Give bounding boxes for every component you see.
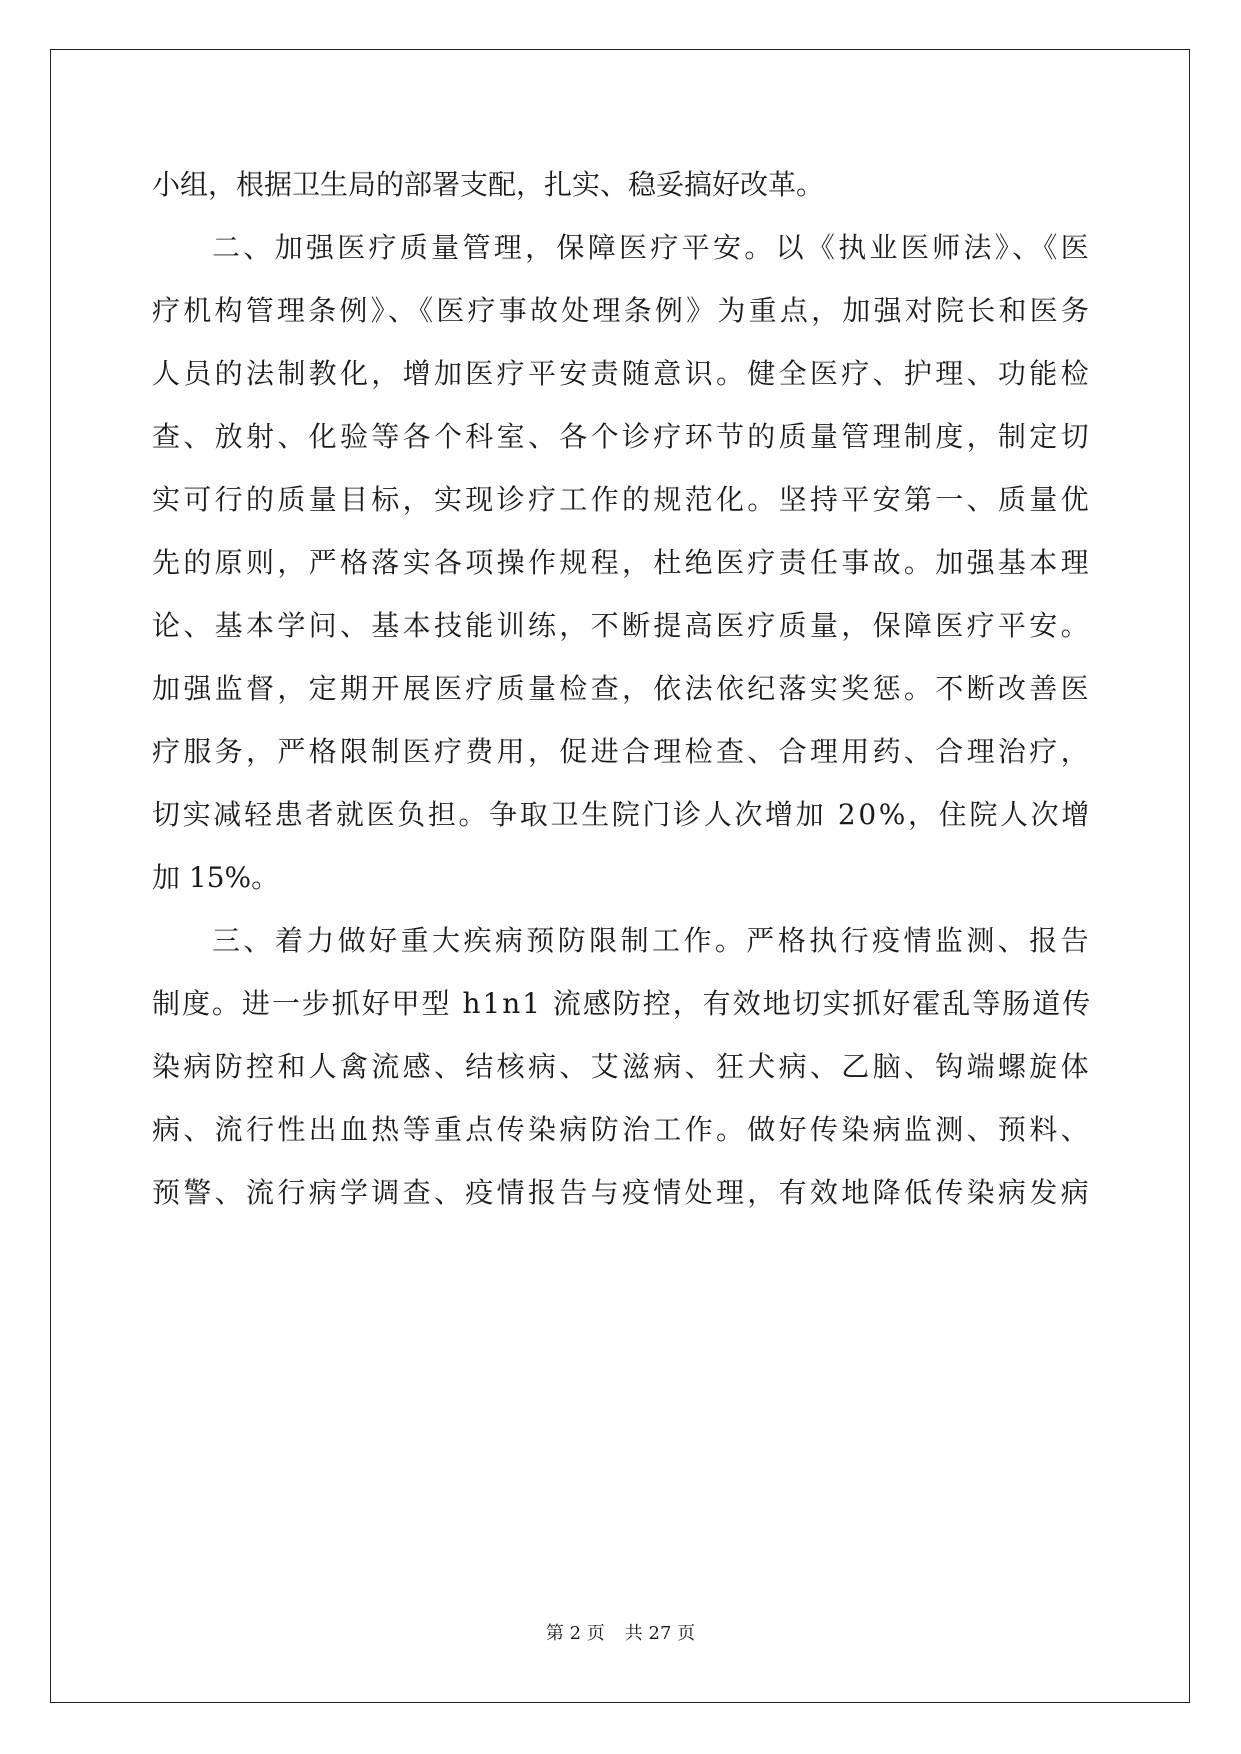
text-line: 先的原则，严格落实各项操作规程，杜绝医疗责任事故。加强基本理 (152, 546, 1092, 579)
text-line: 论、基本学问、基本技能训练，不断提高医疗质量，保障医疗平安。 (152, 609, 1092, 642)
text-line: 疗服务，严格限制医疗费用，促进合理检查、合理用药、合理治疗， (152, 735, 1092, 768)
page-number: 第 2 页 (545, 1623, 605, 1644)
text-line: 查、放射、化验等各个科室、各个诊疗环节的质量管理制度，制定切 (152, 420, 1092, 453)
document-body (152, 170, 1092, 1241)
text-line: 实可行的质量目标，实现诊疗工作的规范化。坚持平安第一、质量优 (152, 483, 1092, 516)
text-line: 预警、流行病学调查、疫情报告与疫情处理，有效地降低传染病发病 (152, 1176, 1092, 1209)
text-line: 二、加强医疗质量管理，保障医疗平安。以《执业医师法》、《医 (212, 231, 1092, 264)
text-line: 制度。进一步抓好甲型 h1n1 流感防控，有效地切实抓好霍乱等肠道传 (152, 987, 1093, 1020)
text-line: 加强监督，定期开展医疗质量检查，依法依纪落实奖惩。不断改善医 (152, 672, 1092, 705)
text-line: 加 15%。 (152, 861, 280, 894)
text-line: 疗机构管理条例》、《医疗事故处理条例》为重点，加强对院长和医务 (152, 294, 1093, 327)
text-line: 小组，根据卫生局的部署支配，扎实、稳妥搞好改革。 (152, 168, 825, 201)
page-total: 共 27 页 (624, 1623, 696, 1644)
text-line: 切实减轻患者就医负担。争取卫生院门诊人次增加 20%，住院人次增 (152, 798, 1092, 831)
text-line: 三、着力做好重大疾病预防限制工作。严格执行疫情监测、报告 (212, 924, 1093, 957)
text-line: 病、流行性出血热等重点传染病防治工作。做好传染病监测、预料、 (152, 1113, 1092, 1146)
page-footer (0, 1623, 1241, 1645)
text-line: 人员的法制教化，增加医疗平安责随意识。健全医疗、护理、功能检 (152, 357, 1092, 390)
text-line: 染病防控和人禽流感、结核病、艾滋病、狂犬病、乙脑、钩端螺旋体 (152, 1050, 1092, 1083)
